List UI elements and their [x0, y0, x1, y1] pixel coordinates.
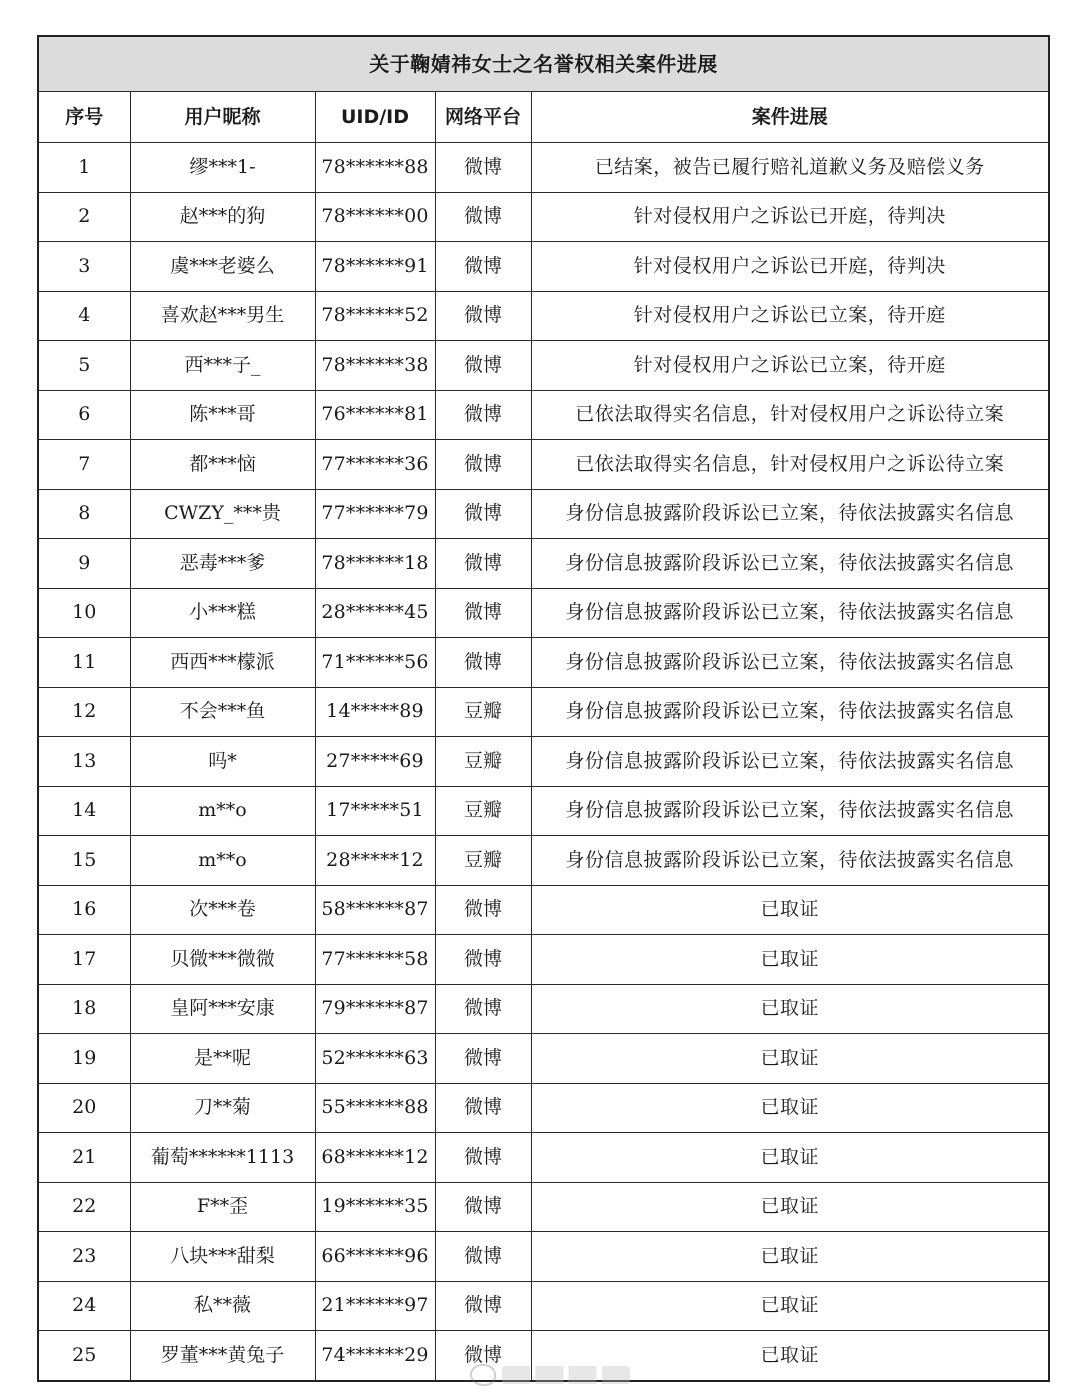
table-header-row [38, 92, 1049, 143]
cell-uid: 14*****89 [315, 687, 435, 737]
cell-uid: 27*****69 [315, 737, 435, 787]
cell-progress: 针对侵权用户之诉讼已开庭，待判决 [531, 242, 1049, 292]
cell-progress: 身份信息披露阶段诉讼已立案，待依法披露实名信息 [531, 638, 1049, 688]
cell-nickname: 缪***1- [130, 143, 315, 193]
cell-platform: 微博 [435, 1133, 531, 1183]
cell-uid: 78******88 [315, 143, 435, 193]
cell-uid: 78******38 [315, 341, 435, 391]
cell-nickname: 西西***檬派 [130, 638, 315, 688]
cell-progress: 已取证 [531, 1083, 1049, 1133]
cell-index: 24 [38, 1281, 130, 1331]
cell-progress: 已依法取得实名信息，针对侵权用户之诉讼待立案 [531, 390, 1049, 440]
table-row [38, 836, 1049, 886]
table-row [38, 1133, 1049, 1183]
cell-index: 5 [38, 341, 130, 391]
table-row [38, 1232, 1049, 1282]
cell-index: 18 [38, 984, 130, 1034]
cell-nickname: CWZY_***贵 [130, 489, 315, 539]
cell-progress: 已依法取得实名信息，针对侵权用户之诉讼待立案 [531, 440, 1049, 490]
cell-nickname: 虞***老婆么 [130, 242, 315, 292]
cell-nickname: 八块***甜梨 [130, 1232, 315, 1282]
table-row [38, 1281, 1049, 1331]
cell-nickname: 吗* [130, 737, 315, 787]
cell-progress: 已取证 [531, 885, 1049, 935]
cell-progress: 身份信息披露阶段诉讼已立案，待依法披露实名信息 [531, 489, 1049, 539]
cell-progress: 针对侵权用户之诉讼已开庭，待判决 [531, 192, 1049, 242]
table-row [38, 143, 1049, 193]
cell-platform: 微博 [435, 539, 531, 589]
cell-platform: 微博 [435, 1281, 531, 1331]
cell-nickname: 小***糕 [130, 588, 315, 638]
cell-uid: 66******96 [315, 1232, 435, 1282]
cell-platform: 微博 [435, 242, 531, 292]
watermark-text-blur [502, 1366, 630, 1384]
cell-platform: 豆瓣 [435, 836, 531, 886]
cell-uid: 79******87 [315, 984, 435, 1034]
cell-index: 20 [38, 1083, 130, 1133]
cell-progress: 身份信息披露阶段诉讼已立案，待依法披露实名信息 [531, 836, 1049, 886]
cell-platform: 微博 [435, 291, 531, 341]
cell-index: 6 [38, 390, 130, 440]
cell-platform: 豆瓣 [435, 786, 531, 836]
cell-index: 16 [38, 885, 130, 935]
table-row [38, 935, 1049, 985]
table-row [38, 489, 1049, 539]
cell-uid: 76******81 [315, 390, 435, 440]
cell-progress: 已结案，被告已履行赔礼道歉义务及赔偿义务 [531, 143, 1049, 193]
table-row [38, 1034, 1049, 1084]
cell-nickname: 葡萄******1113 [130, 1133, 315, 1183]
table-row [38, 786, 1049, 836]
cell-uid: 58******87 [315, 885, 435, 935]
cell-platform: 微博 [435, 885, 531, 935]
table-row [38, 885, 1049, 935]
cell-index: 15 [38, 836, 130, 886]
cell-index: 11 [38, 638, 130, 688]
table-row [38, 737, 1049, 787]
cell-progress: 身份信息披露阶段诉讼已立案，待依法披露实名信息 [531, 737, 1049, 787]
cell-index: 23 [38, 1232, 130, 1282]
cell-nickname: 是**呢 [130, 1034, 315, 1084]
cell-platform: 微博 [435, 1034, 531, 1084]
cell-platform: 微博 [435, 489, 531, 539]
cell-uid: 71******56 [315, 638, 435, 688]
cell-uid: 55******88 [315, 1083, 435, 1133]
table-row [38, 440, 1049, 490]
cell-uid: 52******63 [315, 1034, 435, 1084]
cell-index: 10 [38, 588, 130, 638]
cell-platform: 微博 [435, 935, 531, 985]
cell-uid: 17*****51 [315, 786, 435, 836]
cell-progress: 已取证 [531, 935, 1049, 985]
cell-progress: 身份信息披露阶段诉讼已立案，待依法披露实名信息 [531, 687, 1049, 737]
cell-uid: 74******29 [315, 1331, 435, 1381]
cell-index: 17 [38, 935, 130, 985]
cell-progress: 已取证 [531, 1133, 1049, 1183]
table-row [38, 1083, 1049, 1133]
cell-platform: 微博 [435, 638, 531, 688]
cell-index: 4 [38, 291, 130, 341]
table-body [38, 143, 1049, 1381]
cell-progress: 针对侵权用户之诉讼已立案，待开庭 [531, 291, 1049, 341]
cell-index: 12 [38, 687, 130, 737]
cell-index: 3 [38, 242, 130, 292]
cell-uid: 68******12 [315, 1133, 435, 1183]
cell-index: 13 [38, 737, 130, 787]
cell-platform: 微博 [435, 1182, 531, 1232]
table-row [38, 638, 1049, 688]
table-row [38, 341, 1049, 391]
cell-uid: 28******45 [315, 588, 435, 638]
cell-progress: 身份信息披露阶段诉讼已立案，待依法披露实名信息 [531, 539, 1049, 589]
cell-nickname: 西***子_ [130, 341, 315, 391]
cell-progress: 已取证 [531, 1281, 1049, 1331]
cell-nickname: 罗董***黄兔子 [130, 1331, 315, 1381]
table-title: 关于鞠婧祎女士之名誉权相关案件进展 [38, 36, 1049, 92]
cell-uid: 77******79 [315, 489, 435, 539]
table-row [38, 687, 1049, 737]
table-row [38, 242, 1049, 292]
cell-nickname: 贝微***微微 [130, 935, 315, 985]
cell-index: 21 [38, 1133, 130, 1183]
cell-nickname: 喜欢赵***男生 [130, 291, 315, 341]
cell-nickname: 皇阿***安康 [130, 984, 315, 1034]
table-row [38, 1182, 1049, 1232]
column-header-uid: UID/ID [315, 92, 435, 143]
cell-platform: 微博 [435, 440, 531, 490]
table-row [38, 539, 1049, 589]
cell-uid: 78******52 [315, 291, 435, 341]
cell-uid: 21******97 [315, 1281, 435, 1331]
cell-index: 22 [38, 1182, 130, 1232]
cell-nickname: m**o [130, 836, 315, 886]
case-progress-table [37, 35, 1050, 1382]
cell-platform: 微博 [435, 588, 531, 638]
cell-index: 19 [38, 1034, 130, 1084]
cell-index: 8 [38, 489, 130, 539]
cell-nickname: F**歪 [130, 1182, 315, 1232]
cell-index: 9 [38, 539, 130, 589]
cell-platform: 豆瓣 [435, 737, 531, 787]
cell-uid: 78******91 [315, 242, 435, 292]
table-row [38, 192, 1049, 242]
cell-progress: 已取证 [531, 1232, 1049, 1282]
table-row [38, 588, 1049, 638]
document-page [37, 35, 1048, 1382]
cell-platform: 微博 [435, 984, 531, 1034]
table-row [38, 390, 1049, 440]
cell-nickname: m**o [130, 786, 315, 836]
cell-progress: 身份信息披露阶段诉讼已立案，待依法披露实名信息 [531, 588, 1049, 638]
cell-platform: 微博 [435, 192, 531, 242]
cell-progress: 针对侵权用户之诉讼已立案，待开庭 [531, 341, 1049, 391]
table-title-row [38, 36, 1049, 92]
cell-platform: 微博 [435, 1083, 531, 1133]
cell-nickname: 赵***的狗 [130, 192, 315, 242]
cell-index: 7 [38, 440, 130, 490]
cell-progress: 已取证 [531, 1182, 1049, 1232]
cell-platform: 微博 [435, 1331, 531, 1381]
cell-nickname: 私**薇 [130, 1281, 315, 1331]
table-row [38, 984, 1049, 1034]
cell-nickname: 都***恼 [130, 440, 315, 490]
cell-nickname: 陈***哥 [130, 390, 315, 440]
cell-platform: 微博 [435, 390, 531, 440]
column-header-progress: 案件进展 [531, 92, 1049, 143]
cell-uid: 77******58 [315, 935, 435, 985]
cell-progress: 已取证 [531, 1331, 1049, 1381]
cell-uid: 78******18 [315, 539, 435, 589]
cell-nickname: 不会***鱼 [130, 687, 315, 737]
cell-platform: 微博 [435, 341, 531, 391]
cell-index: 1 [38, 143, 130, 193]
cell-index: 14 [38, 786, 130, 836]
cell-progress: 身份信息披露阶段诉讼已立案，待依法披露实名信息 [531, 786, 1049, 836]
cell-nickname: 次***卷 [130, 885, 315, 935]
column-header-nickname: 用户昵称 [130, 92, 315, 143]
cell-uid: 28*****12 [315, 836, 435, 886]
cell-uid: 19******35 [315, 1182, 435, 1232]
cell-platform: 微博 [435, 143, 531, 193]
cell-uid: 78******00 [315, 192, 435, 242]
column-header-index: 序号 [38, 92, 130, 143]
weibo-watermark [470, 1358, 630, 1392]
weibo-logo-icon [470, 1364, 496, 1386]
column-header-platform: 网络平台 [435, 92, 531, 143]
table-row [38, 291, 1049, 341]
cell-platform: 豆瓣 [435, 687, 531, 737]
cell-progress: 已取证 [531, 984, 1049, 1034]
cell-nickname: 恶毒***爹 [130, 539, 315, 589]
cell-index: 2 [38, 192, 130, 242]
cell-index: 25 [38, 1331, 130, 1381]
cell-platform: 微博 [435, 1232, 531, 1282]
cell-progress: 已取证 [531, 1034, 1049, 1084]
cell-uid: 77******36 [315, 440, 435, 490]
cell-nickname: 刀**菊 [130, 1083, 315, 1133]
